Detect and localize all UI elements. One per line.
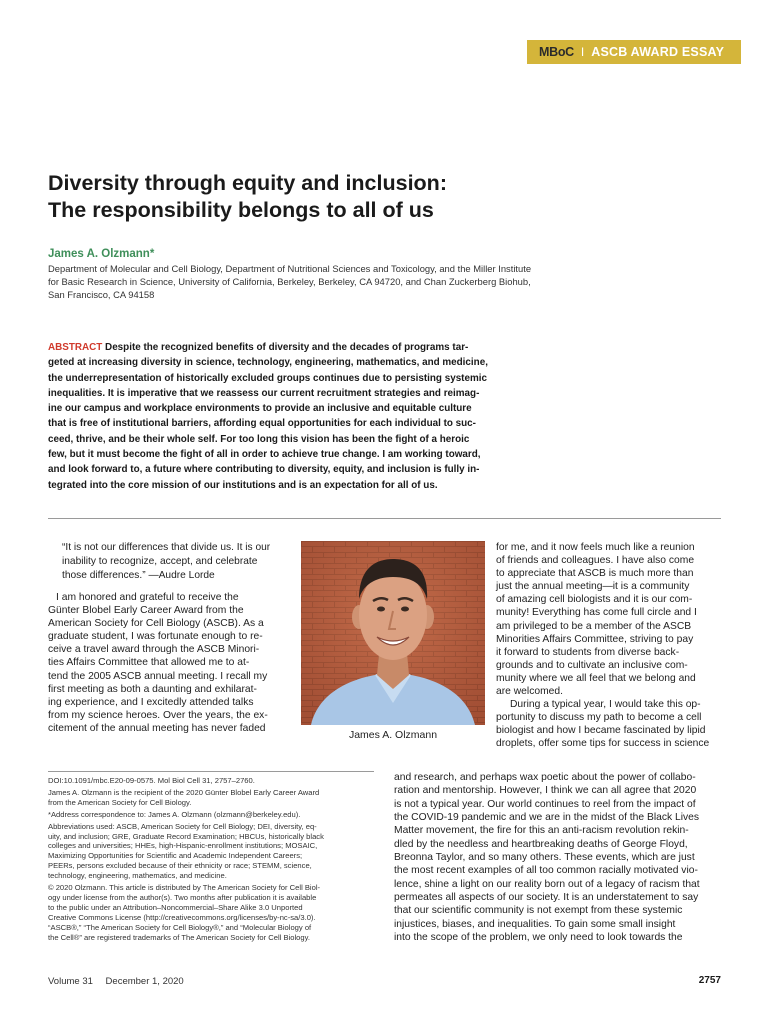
footnote-line: Creative Commons License (http://creativecommons.org/licenses/by-nc-sa/3.0).: [48, 912, 316, 922]
doi-citation: DOI:10.1091/mbc.E20-09-0575. Mol Biol Cell 31, 2757–2760.: [48, 776, 255, 785]
abstract-line: that is free of institutional barriers, affording equal opportunities for each individual to suc-: [48, 418, 476, 430]
correspondence-line: *Address correspondence to: James A. Olzmann (olzmann@berkeley.edu).: [48, 809, 301, 819]
title-line: The responsibility belongs to all of us: [48, 198, 434, 222]
issue-date: December 1, 2020: [105, 976, 184, 987]
footnote-line: ogy under license from the author(s). Two months after publication it is available: [48, 892, 317, 902]
body-line: it forward to students from diverse back-: [496, 646, 680, 658]
abstract-line: geted at increasing diversity in science, technology, engineering, mathematics, and medicine,: [48, 357, 488, 369]
body-column-1: [48, 591, 290, 735]
body-line: of friends and colleagues. I have also come: [496, 555, 695, 567]
body-line: the most recent examples of all too common racially motivated vio-: [394, 865, 698, 877]
footnote-line: technology, engineering, mathematics, and medicine.: [48, 871, 227, 881]
footnote-line: Maximizing Opportunities for Scientific and Academic Independent Careers;: [48, 851, 303, 861]
body-line: Matter movement, the fire for this an anti-racism revolution rekin-: [394, 825, 689, 837]
abstract-line: and look forward to, a future where contributing to diversity, equity, and inclusion is fully in-: [48, 464, 480, 476]
body-line: am privileged to be a member of the ASCB: [496, 620, 692, 632]
abstract-line: the underrepresentation of historically excluded groups continues due to persisting systemic: [48, 372, 487, 384]
article-title: [48, 170, 608, 224]
body-line: the COVID-19 pandemic and we are in the midst of the Black Lives: [394, 812, 700, 824]
footnote-divider: [48, 771, 374, 772]
abstract-label: ABSTRACT: [48, 342, 103, 353]
title-line: Diversity through equity and inclusion:: [48, 171, 447, 195]
body-line: is not a typical year. Our world continues to reel from the impact of: [394, 798, 696, 810]
body-line: I am honored and grateful to receive the: [56, 592, 239, 603]
footnote-line: “ASCB®,” “The American Society for Cell Biology®,” and “Molecular Biology of: [48, 922, 312, 932]
body-line: ceive a travel award through the ASCB Minori-: [48, 644, 260, 656]
body-line: Günter Blobel Early Career Award from the: [48, 605, 244, 617]
abstract-line: [48, 340, 542, 355]
abstract: [48, 340, 542, 493]
footnote-line: uity, and inclusion; GRE, Graduate Record Examination; HBCUs, historically black: [48, 831, 324, 841]
body-line: Minorities Affairs Committee, striving to pay: [496, 633, 694, 645]
footnote-line: the Cell®” are registered trademarks of The American Society for Cell Biology.: [48, 932, 310, 942]
quote-line: inability to recognize, accept, and celebrate: [62, 555, 258, 567]
body-line: citement of the annual meeting has never faded: [48, 722, 266, 734]
footnote-line: PEERs, persons excluded because of their ethnicity or race; STEMM, science,: [48, 861, 312, 871]
section-divider: [48, 518, 721, 519]
body-line: During a typical year, I would take this op-: [510, 699, 701, 711]
body-line: for me, and it now feels much like a reunion: [496, 542, 695, 553]
body-line: are welcomed.: [496, 686, 563, 698]
body-line: grounds and to cultivate an inclusive com-: [496, 659, 688, 671]
epigraph-quote: [62, 541, 290, 583]
body-line: portunity to discuss my path to become a cell: [496, 712, 702, 724]
abstract-line: ceed, thrive, and be their whole self. For too long this vision has been the fight of a heroic: [48, 433, 470, 445]
body-line: just the annual meeting—it is a community: [496, 581, 690, 593]
body-line: Breonna Taylor, and so many others. These events, which are just: [394, 852, 695, 864]
body-line: ing experience, and I excitedly attended talks: [48, 696, 254, 708]
body-line: injustices, biases, and inequalities. To gain some small insight: [394, 918, 676, 930]
body-line: biologist and how I became fascinated by lipid: [496, 725, 706, 737]
journal-logo: MBoC: [539, 45, 574, 59]
affiliation-line: San Francisco, CA 94158: [48, 289, 155, 300]
footnotes: [48, 776, 376, 943]
footnote-line: James A. Olzmann is the recipient of the 2020 Günter Blobel Early Career Award: [48, 787, 320, 797]
abstract-first-line: Despite the recognized benefits of diversity and the decades of programs tar-: [102, 342, 469, 353]
footnote-line: colleges and universities; HHEs, high-Hispanic-enrollment institutions; MOSAIC,: [48, 841, 318, 851]
abstract-line: ine our campus and workplace environments to provide an inclusive and equitable culture: [48, 403, 472, 415]
footnote-line: © 2020 Olzmann. This article is distributed by The American Society for Cell Biol-: [48, 883, 321, 893]
body-line: graduate student, I was fortunate enough to re-: [48, 631, 263, 643]
abstract-line: inequalities. It is imperative that we reassess our current recruitment strategies and reimag-: [48, 387, 480, 399]
footnote-line: Abbreviations used: ASCB, American Society for Cell Biology; DEI, diversity, eq-: [48, 821, 317, 831]
body-line: to appreciate that ASCB is much more than: [496, 568, 694, 580]
body-line: from my science heroes. Over the years, the ex-: [48, 709, 268, 721]
volume-label: Volume 31: [48, 976, 93, 987]
body-column-3: [496, 541, 721, 751]
body-line: lence, shine a light on our reality born out of a legacy of racism that: [394, 878, 700, 890]
abstract-line: few, but it must become the fight of all in order to achieve true change. I am working toward,: [48, 449, 481, 461]
author-affiliation: [48, 262, 608, 301]
affiliation-line: Department of Molecular and Cell Biology, Department of Nutritional Sciences and Toxicology, and the Miller Institute: [48, 263, 532, 274]
page-footer: [48, 976, 184, 987]
body-line: munity where we all feel that we belong and: [496, 672, 696, 684]
section-label: ASCB AWARD ESSAY: [591, 45, 725, 59]
quote-line: those differences.” —Audre Lorde: [62, 569, 215, 581]
body-line: and research, and perhaps wax poetic about the power of collabo-: [394, 772, 696, 783]
section-banner: [527, 40, 741, 64]
body-column-lower: [394, 771, 721, 944]
affiliation-line: for Basic Research in Science, University of California, Berkeley, Berkeley, CA 94720, and Chan Zuckerberg Biohub,: [48, 276, 531, 287]
body-line: permeates all aspects of our society. It is an understatement to say: [394, 892, 699, 904]
author-name: James A. Olzmann*: [48, 248, 155, 260]
photo-caption: James A. Olzmann: [348, 729, 438, 741]
page-number: 2757: [698, 975, 721, 986]
body-line: American Society for Cell Biology (ASCB). As a: [48, 618, 264, 630]
author-photo: [301, 541, 485, 725]
body-line: tend the 2005 ASCB annual meeting. I recall my: [48, 670, 268, 682]
body-line: ties Affairs Committee that allowed me to at-: [48, 657, 250, 669]
body-line: into the scope of the problem, we only need to look towards the: [394, 932, 683, 944]
footnote-line: to the public under an Attribution–Noncommercial–Share Alike 3.0 Unported: [48, 902, 303, 912]
body-line: first meeting as both a daunting and exhilarat-: [48, 683, 257, 695]
body-line: droplets, offer some tips for success in science: [496, 738, 710, 750]
footnote-line: from the American Society for Cell Biology.: [48, 797, 192, 807]
body-line: ration and mentorship. However, I think we can all agree that 2020: [394, 785, 697, 797]
banner-separator: I: [580, 45, 585, 59]
body-line: munity! Everything has come full circle and I: [496, 607, 697, 619]
body-line: that our scientific community is not exempt from these systemic: [394, 905, 683, 917]
body-line: of amazing cell biologists and it is our com-: [496, 594, 693, 606]
body-line: dled by the needless and heartbreaking deaths of George Floyd,: [394, 838, 688, 850]
abstract-line: tegrated into the core mission of our institutions and is an expectation for all of us.: [48, 479, 438, 491]
quote-line: “It is not our differences that divide us. It is our: [62, 542, 271, 553]
